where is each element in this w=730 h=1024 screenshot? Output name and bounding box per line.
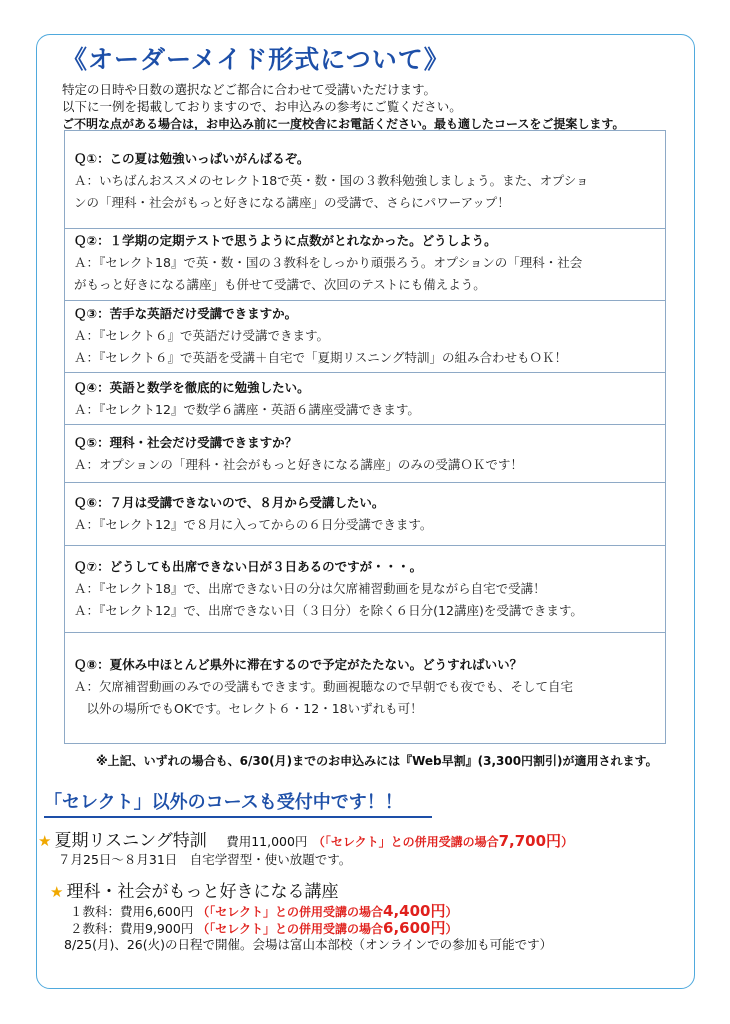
answer-line: 以外の場所でもOKです。セレクト６・12・18いずれも可！: [74, 701, 423, 716]
star-icon: ★: [38, 832, 52, 850]
question: Ｑ⑦：どうしても出席できない日が３日あるのですが・・・。: [74, 559, 423, 574]
course-1-combo-price: 7,700円: [498, 832, 562, 850]
course-2-row-1-fee: １教科：費用6,600円: [70, 904, 194, 919]
question: Ｑ④：英語と数学を徹底的に勉強したい。: [74, 380, 310, 395]
qa-item: [65, 425, 665, 483]
star-icon: ★: [50, 883, 64, 901]
qa-item: [65, 229, 665, 301]
course-2-heading: [50, 877, 338, 902]
course-1-heading: [38, 826, 573, 851]
answer-line: Ａ：『セレクト６』で英語だけ受講できます。: [74, 328, 330, 343]
course-1-fee: 費用11,000円: [226, 834, 308, 849]
answer-line: Ａ：『セレクト12』で数学６講座・英語６講座受講できます。: [74, 402, 420, 417]
qa-item: [65, 546, 665, 633]
course-2-row-2-combo-price: 6,600円: [383, 919, 446, 937]
course-1-title: 夏期リスニング特訓: [54, 831, 207, 851]
qa-item: [65, 373, 665, 425]
intro-line-3: ご不明な点がある場合は，お申込み前に一度校舎にお電話ください。最も適したコースをご提案します。: [62, 117, 625, 131]
question: Ｑ⑤：理科・社会だけ受講できますか？: [74, 435, 298, 450]
early-discount-note: ※上記、いずれの場合も、6/30(月)までのお申込みには『Web早割』(3,300円割引)が適用されます。: [96, 754, 658, 768]
course-2-row-2-combo-text: （「セレクト」との併用受講の場合: [197, 922, 384, 936]
course-2-row-2-fee: ２教科：費用9,900円: [70, 921, 194, 936]
course-1-combo-close: ）: [561, 835, 574, 849]
answer-line: Ａ：欠席補習動画のみでの受講もできます。動画視聴なので早朝でも夜でも、そして自宅: [74, 679, 574, 694]
course-1-detail: ７月25日～８月31日 自宅学習型・使い放題です。: [58, 852, 352, 867]
qa-table: [64, 130, 666, 744]
question: Ｑ⑥：７月は受講できないので、８月から受講したい。: [74, 495, 385, 510]
section-heading: 「セレクト」以外のコースも受付中です！！: [44, 788, 432, 818]
qa-item: [65, 301, 665, 373]
answer-line: Ａ：『セレクト18』で、出席できない日の分は欠席補習動画を見ながら自宅で受講！: [74, 581, 546, 596]
course-2-row-1-combo-close: ）: [445, 905, 458, 919]
answer-line: がもっと好きになる講座」も併せて受講で、次回のテストにも備えよう。: [74, 277, 486, 292]
course-2-detail: 8/25(月)、26(火)の日程で開催。会場は富山本部校（オンラインでの参加も可能です）: [64, 937, 553, 952]
intro-line-2: 以下に一例を掲載しておりますので、お申込みの参考にご覧ください。: [62, 99, 462, 114]
answer-line: Ａ：オプションの「理科・社会がもっと好きになる講座」のみの受講ＯＫです！: [74, 457, 523, 472]
course-1-combo-text: （「セレクト」との併用受講の場合: [312, 835, 499, 849]
question: Ｑ①：この夏は勉強いっぱいがんばるぞ。: [74, 151, 310, 166]
answer-line: Ａ：『セレクト18』で英・数・国の３教科をしっかり頑張ろう。オプションの「理科・社会: [74, 255, 583, 270]
course-2-row-1-combo-price: 4,400円: [383, 902, 446, 920]
qa-item: [65, 483, 665, 546]
answer-line: Ａ：いちばんおススメのセレクト18で英・数・国の３教科勉強しましょう。また、オプショ: [74, 173, 589, 188]
qa-item: [65, 633, 665, 743]
intro-line-1: 特定の日時や日数の選択などご都合に合わせて受講いただけます。: [62, 82, 437, 97]
question: Ｑ③：苦手な英語だけ受講できますか。: [74, 306, 298, 321]
answer-line: ンの「理科・社会がもっと好きになる講座」の受講で、さらにパワーアップ！: [74, 195, 510, 210]
answer-line: Ａ：『セレクト12』で８月に入ってからの６日分受講できます。: [74, 517, 433, 532]
course-2-row-1-combo-text: （「セレクト」との併用受講の場合: [197, 905, 384, 919]
answer-line: Ａ：『セレクト12』で、出席できない日（３日分）を除く６日分(12講座)を受講できます。: [74, 603, 583, 618]
page-title: 《オーダーメイド形式について》: [62, 45, 450, 74]
question: Ｑ②：１学期の定期テストで思うように点数がとれなかった。どうしよう。: [74, 233, 497, 248]
qa-item: [65, 131, 665, 229]
course-2-title: 理科・社会がもっと好きになる講座: [66, 882, 339, 902]
question: Ｑ⑧：夏休み中ほとんど県外に滞在するので予定がたたない。どうすればいい？: [74, 657, 523, 672]
course-2-row-2-combo-close: ）: [445, 922, 458, 936]
answer-line: Ａ：『セレクト６』で英語を受講＋自宅で「夏期リスニング特訓」の組み合わせもＯＫ！: [74, 350, 568, 365]
